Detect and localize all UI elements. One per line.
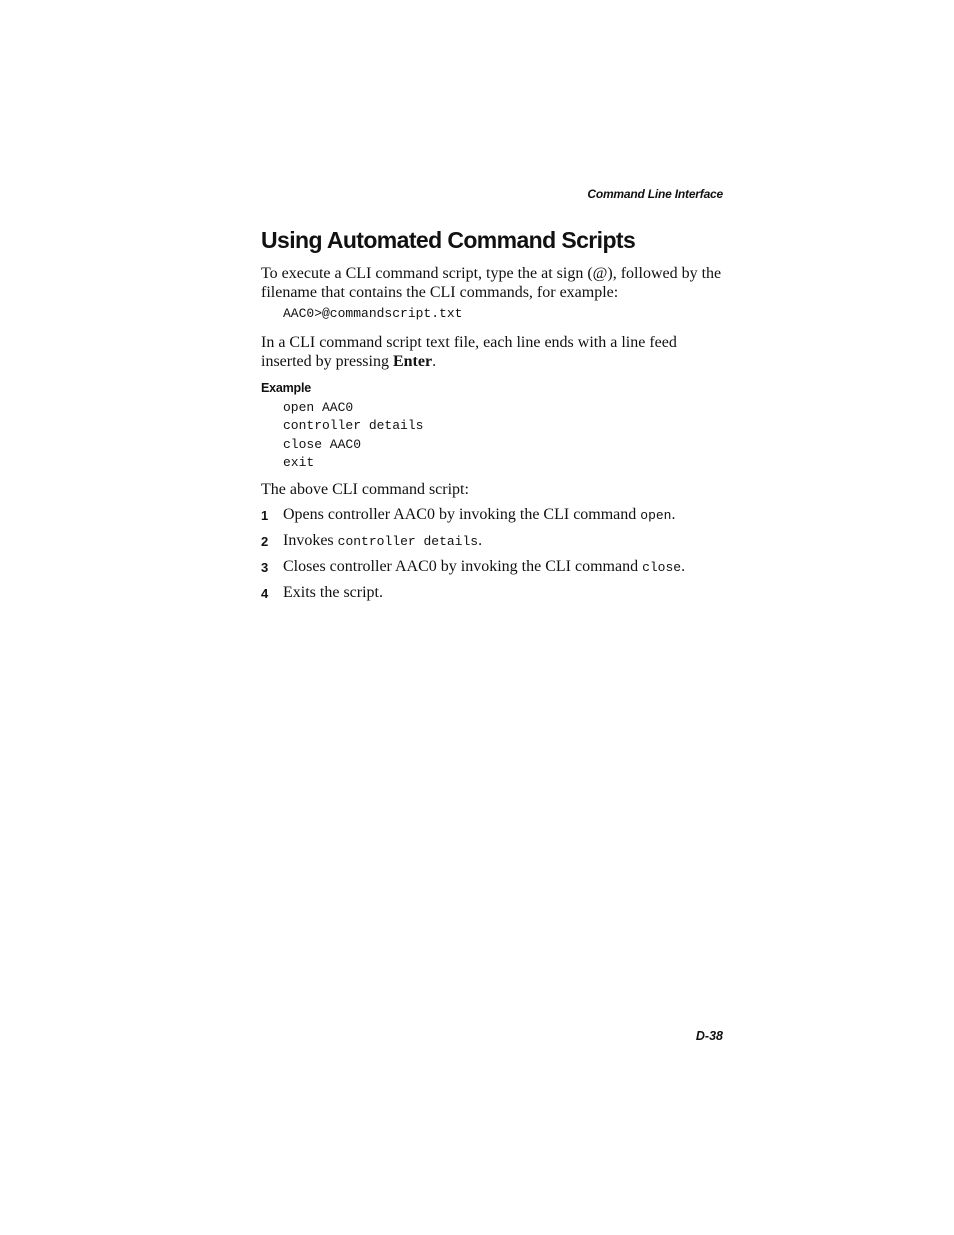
step-end: . bbox=[671, 505, 676, 523]
example-command: AAC0>@commandscript.txt bbox=[283, 306, 463, 321]
intro-paragraph: To execute a CLI command script, type the at sign (@), followed by the filename that contains the CLI commands, for example: bbox=[261, 265, 722, 301]
summary-intro: The above CLI command script: bbox=[261, 480, 469, 498]
example-code-block bbox=[261, 399, 723, 473]
step-text: Invokes bbox=[283, 531, 338, 549]
list-item bbox=[261, 505, 723, 525]
list-item bbox=[261, 583, 723, 602]
step-end: . bbox=[681, 557, 686, 575]
running-header: Command Line Interface bbox=[587, 187, 723, 201]
step-code: open bbox=[640, 507, 672, 523]
step-number: 1 bbox=[261, 507, 269, 523]
step-number: 4 bbox=[261, 585, 269, 601]
code-line: exit bbox=[283, 455, 315, 470]
step-text: Exits the script. bbox=[283, 583, 383, 601]
step-number: 3 bbox=[261, 559, 269, 575]
note-text: In a CLI command script text file, each line ends with a line feed inserted by pressing bbox=[261, 333, 677, 370]
list-item bbox=[261, 557, 723, 577]
step-code: controller details bbox=[337, 533, 479, 549]
step-number: 2 bbox=[261, 533, 269, 549]
code-line: open AAC0 bbox=[283, 399, 354, 415]
section-title: Using Automated Command Scripts bbox=[261, 227, 636, 253]
code-line: close AAC0 bbox=[283, 436, 362, 452]
page-number: D-38 bbox=[695, 1029, 723, 1043]
list-item bbox=[261, 531, 723, 551]
steps-list bbox=[261, 505, 723, 602]
note-paragraph bbox=[261, 333, 723, 371]
step-end: . bbox=[478, 531, 483, 549]
step-text: Opens controller AAC0 by invoking the CLI command bbox=[283, 505, 641, 523]
main-content bbox=[261, 226, 723, 608]
enter-key: Enter bbox=[392, 352, 433, 370]
step-code: close bbox=[642, 559, 682, 575]
example-heading: Example bbox=[261, 380, 312, 395]
step-text: Closes controller AAC0 by invoking the CLI command bbox=[283, 557, 643, 575]
code-line: controller details bbox=[283, 418, 424, 433]
note-end: . bbox=[432, 352, 437, 370]
